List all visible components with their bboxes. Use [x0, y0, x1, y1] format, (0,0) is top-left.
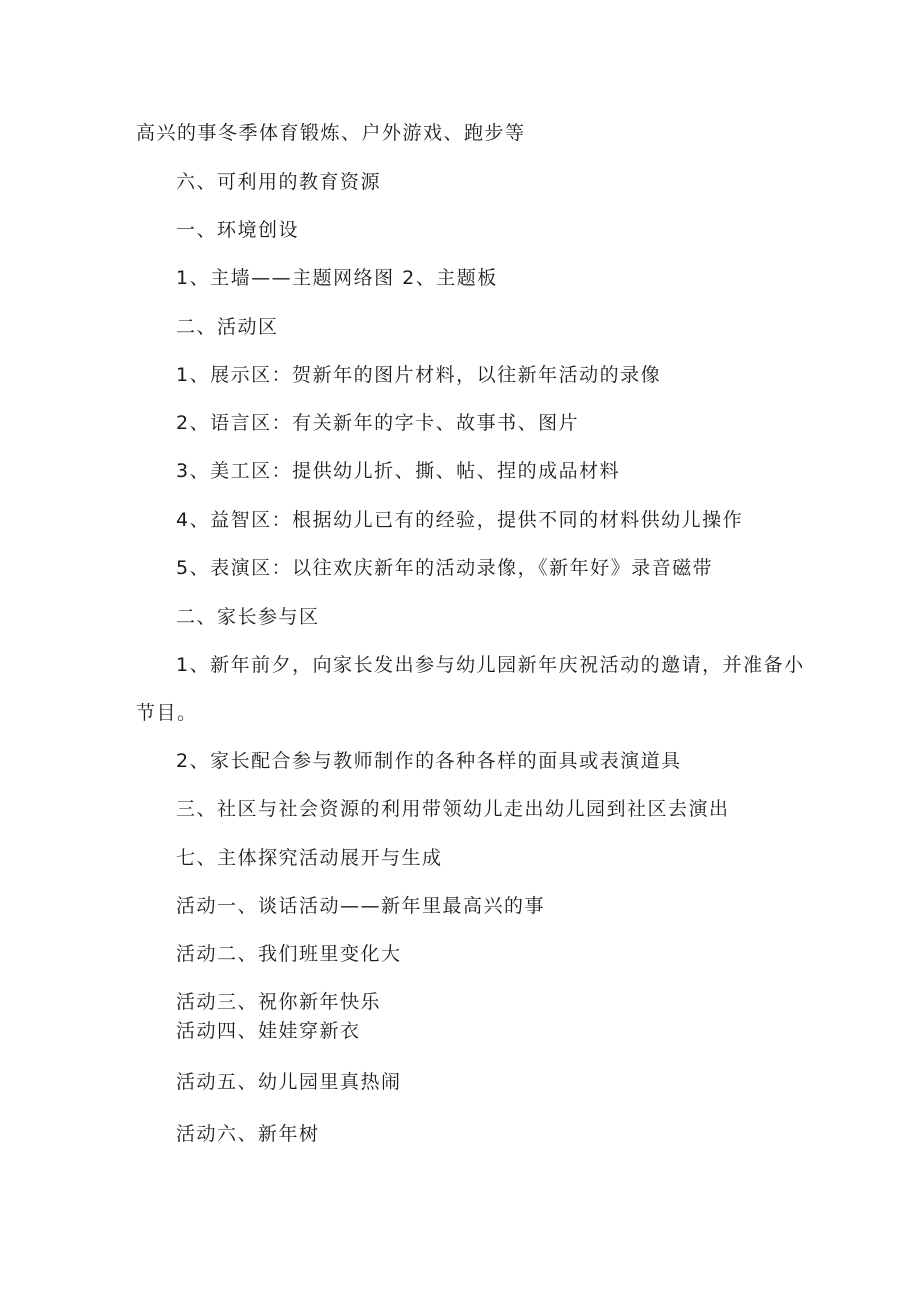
activity-item: 活动四、娃娃穿新衣 [176, 1020, 361, 1042]
list-item: 5、表演区：以往欢庆新年的活动录像，《新年好》录音磁带 [176, 557, 714, 579]
section-heading: 二、活动区 [176, 316, 279, 338]
section-heading: 六、可利用的教育资源 [176, 171, 382, 193]
list-item: 1、展示区：贺新年的图片材料，以往新年活动的录像 [176, 364, 662, 386]
activity-item: 活动六、新年树 [176, 1123, 320, 1145]
activity-item: 活动一、谈话活动——新年里最高兴的事 [176, 895, 546, 917]
activity-item: 活动二、我们班里变化大 [176, 943, 402, 965]
section-heading: 一、环境创设 [176, 219, 300, 241]
activity-item: 活动三、祝你新年快乐 [176, 991, 382, 1013]
section-heading: 三、社区与社会资源的利用带领幼儿走出幼儿园到社区去演出 [176, 798, 730, 820]
list-item: 2、家长配合参与教师制作的各种各样的面具或表演道具 [176, 750, 682, 772]
list-item: 3、美工区：提供幼儿折、撕、帖、捏的成品材料 [176, 460, 621, 482]
list-item: 4、益智区：根据幼儿已有的经验，提供不同的材料供幼儿操作 [176, 509, 744, 531]
text-line: 高兴的事冬季体育锻炼、户外游戏、跑步等 [136, 122, 526, 144]
list-item: 2、语言区：有关新年的字卡、故事书、图片 [176, 412, 580, 434]
text-line: 1、主墙——主题网络图 2、主题板 [176, 267, 498, 289]
text-line: 节目。 [136, 702, 198, 724]
section-heading: 二、家长参与区 [176, 606, 320, 628]
section-heading: 七、主体探究活动展开与生成 [176, 847, 443, 869]
list-item: 1、新年前夕，向家长发出参与幼儿园新年庆祝活动的邀请，并准备小 [176, 654, 805, 676]
activity-item: 活动五、幼儿园里真热闹 [176, 1071, 402, 1093]
